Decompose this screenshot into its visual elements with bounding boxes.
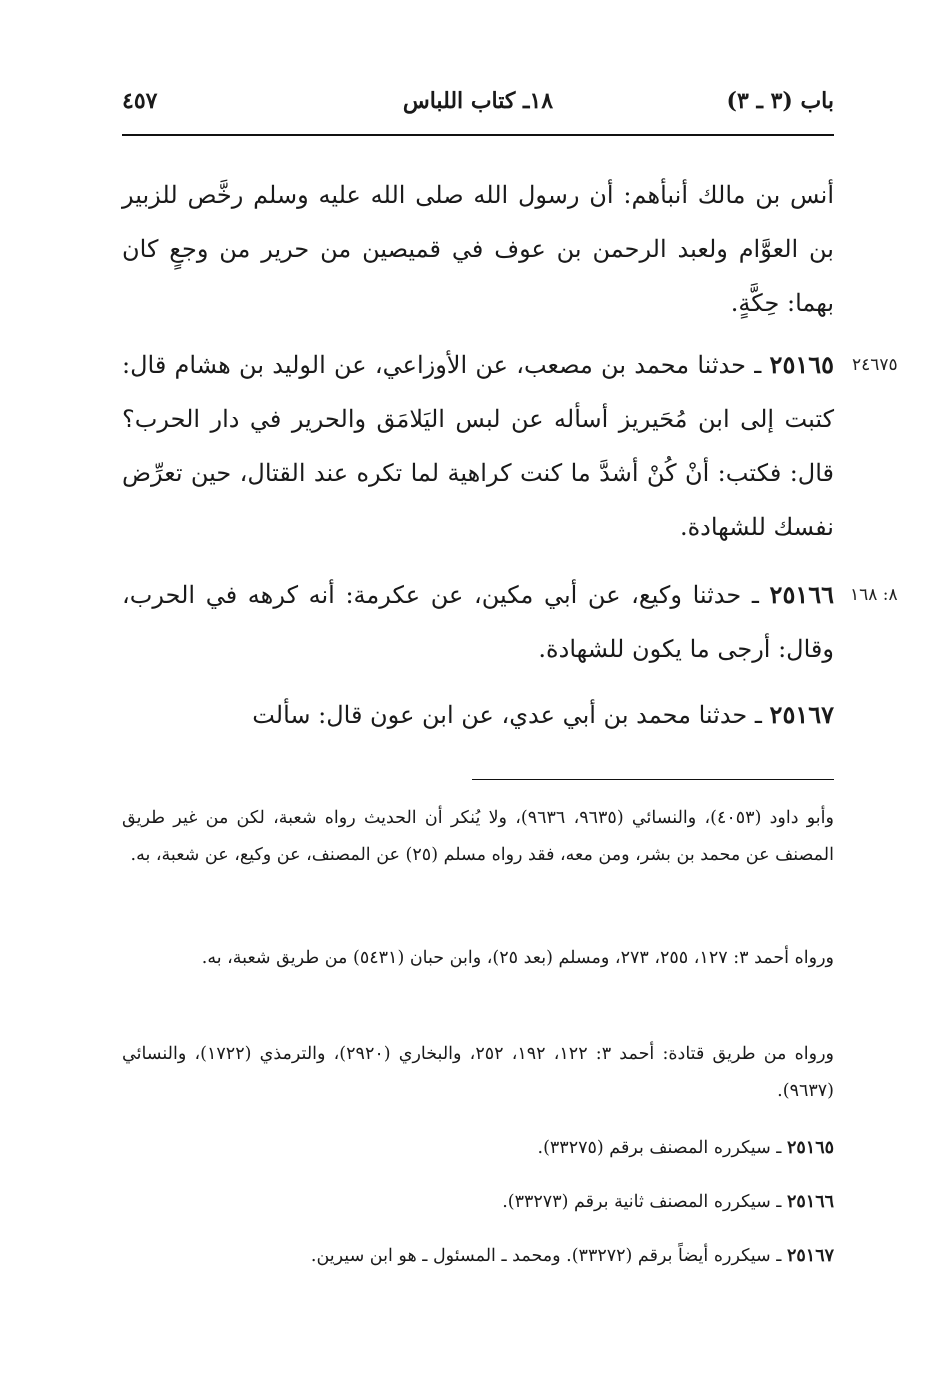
hadith-25167 <box>122 688 834 742</box>
note-text: ـ سيكرره أيضاً برقم (٣٣٢٧٢). ومحمد ـ المسئول ـ هو ابن سيرين. <box>310 1246 782 1266</box>
hadith-number: ٢٥١٦٧ <box>769 700 834 729</box>
hadith-number: ٢٥١٦٦ <box>769 580 834 609</box>
chapter-reference: باب (٣ ـ ٣) <box>726 88 834 114</box>
hadith-number: ٢٥١٦٥ <box>769 350 834 379</box>
margin-reference-25166: ٨: ١٦٨ <box>850 585 898 605</box>
note-number: ٢٥١٦٧ <box>787 1246 834 1266</box>
note-number: ٢٥١٦٦ <box>787 1192 834 1212</box>
footnote-note-25165 <box>122 1130 834 1167</box>
book-title: ١٨ـ كتاب اللباس <box>402 88 554 114</box>
margin-reference-25165: ٢٤٦٧٥ <box>852 355 898 375</box>
note-text: ـ سيكرره المصنف برقم (٣٣٢٧٥). <box>537 1138 782 1158</box>
hadith-text: ـ حدثنا وكيع، عن أبي مكين، عن عكرمة: أنه كرهه في الحرب، وقال: أرجى ما يكون للشهادة. <box>122 581 834 663</box>
header-rule <box>122 134 834 136</box>
hadith-text: ـ حدثنا محمد بن مصعب، عن الأوزاعي، عن الوليد بن هشام قال: كتبت إلى ابن مُحَيريز أسأله عن لبس اليَلامَق والحرير في دار الحرب؟ قال: فكتب: أنْ كُنْ أشدَّ ما كنت كراهية لما تكره عند القتال، حين تعرِّض نفسك للشهادة. <box>122 351 834 541</box>
footnote-note-25166 <box>122 1184 834 1221</box>
hadith-25165 <box>122 338 834 554</box>
page-number: ٤٥٧ <box>122 88 158 114</box>
footnote-2: ورواه أحمد ٣: ١٢٧، ٢٥٥، ٢٧٣، ومسلم (بعد ٢٥)، وابن حبان (٥٤٣١) من طريق شعبة، به. <box>201 948 834 968</box>
footnote-note-25167 <box>122 1238 834 1275</box>
paragraph-continuation <box>122 168 834 330</box>
note-number: ٢٥١٦٥ <box>787 1138 834 1158</box>
paragraph-text: أنس بن مالك أنبأهم: أن رسول الله صلى الله عليه وسلم رخَّص للزبير بن العوَّام ولعبد الرحمن بن عوف في قميصين من حرير من وجعٍ كان بهما: حِكَّةٍ. <box>122 181 834 317</box>
page-header <box>122 88 834 126</box>
footnote-1: وأبو داود (٤٠٥٣)، والنسائي (٩٦٣٥، ٩٦٣٦)، ولا يُنكر أن الحديث رواه شعبة، لكن من غير طريق المصنف عن محمد بن بشر، ومن معه، فقد رواه مسلم (٢٥) عن المصنف، عن وكيع، عن شعبة، به. <box>122 808 834 865</box>
footnote-3: ورواه من طريق قتادة: أحمد ٣: ١٢٢، ١٩٢، ٢٥٢، والبخاري (٢٩٢٠)، والترمذي (١٧٢٢)، والنسائي (٩٦٣٧). <box>122 1044 834 1101</box>
hadith-25166 <box>122 568 834 676</box>
note-text: ـ سيكرره المصنف ثانية برقم (٣٣٢٧٣). <box>502 1192 782 1212</box>
footnote-rule <box>472 779 834 780</box>
hadith-text: ـ حدثنا محمد بن أبي عدي، عن ابن عون قال: سألت <box>252 701 762 729</box>
